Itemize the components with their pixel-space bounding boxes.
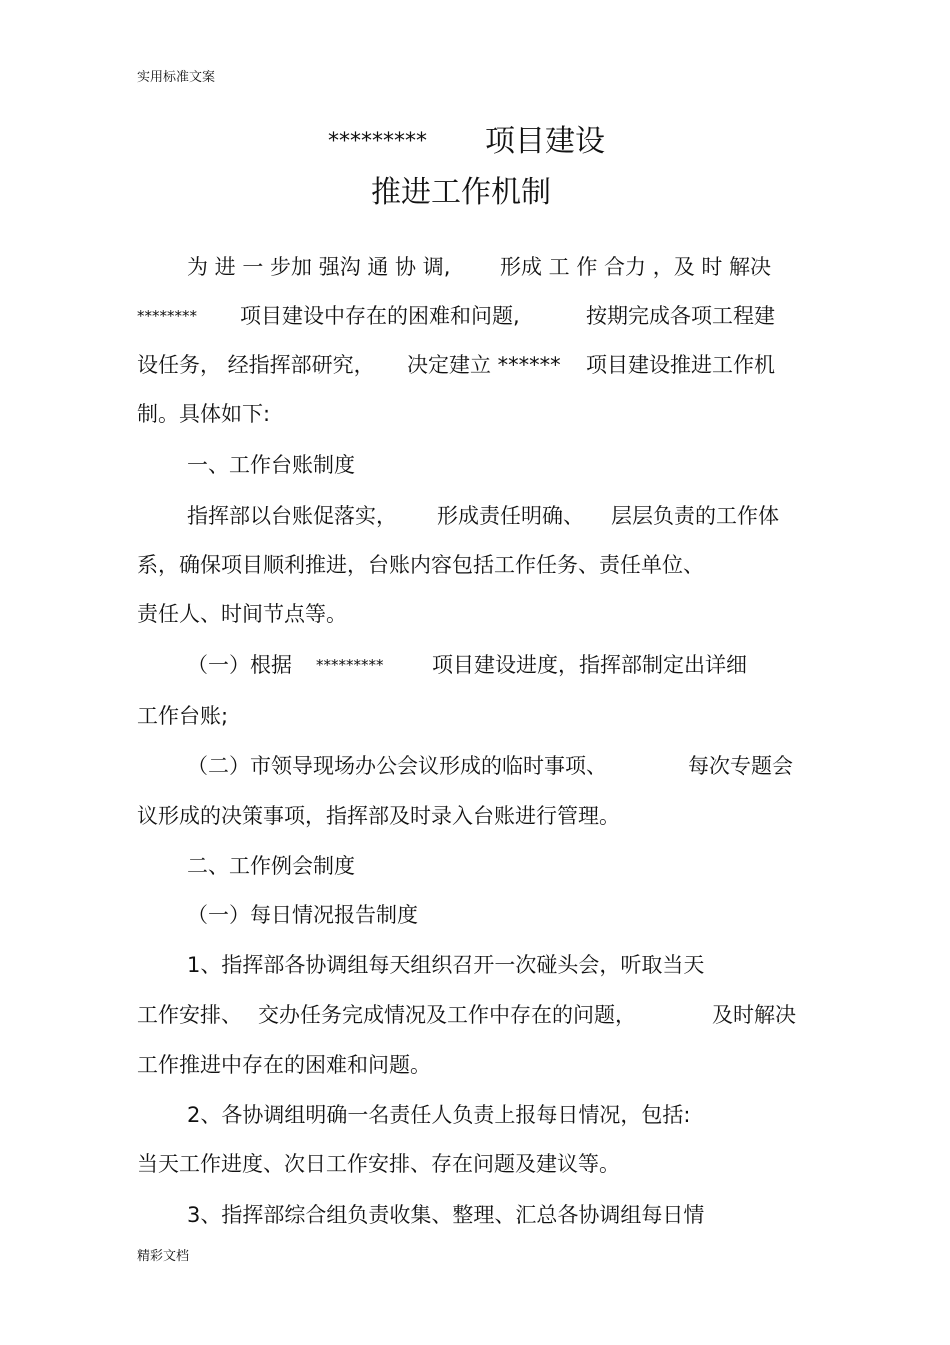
text-segment: 形成 工 作 合力 ，及 时 解决 — [500, 255, 772, 279]
page-footer: 精彩文档 — [137, 1249, 190, 1264]
title-line1: 项目建设 — [485, 124, 605, 159]
text-segment: 形成责任明确、 — [437, 504, 584, 528]
paragraph-2-line-2: 系，确保项目顺利推进，台账内容包括工作任务、责任单位、 — [137, 553, 704, 577]
text-segment: 设任务， 经指挥部研究， — [137, 353, 375, 377]
paragraph-1-line-4: 制。具体如下: — [137, 402, 271, 426]
point-2-line-1: 2、各协调组明确一名责任人负责上报每日情况，包括: — [187, 1103, 691, 1127]
text-segment: 及时解决 — [712, 1003, 796, 1027]
paragraph-1-line-2 — [0, 301, 950, 331]
paragraph-1-line-1 — [0, 252, 950, 282]
point-1-line-1: 1、指挥部各协调组每天组织召开一次碰头会，听取当天 — [187, 953, 705, 977]
title-stars: ********* — [328, 129, 427, 154]
page-header: 实用标准文案 — [137, 70, 216, 85]
section-2-heading: 二、工作例会制度 — [187, 854, 355, 878]
paragraph-1-line-3 — [0, 350, 950, 380]
item-2-line-2: 议形成的决策事项，指挥部及时录入台账进行管理。 — [137, 804, 620, 828]
text-segment: 层层负责的工作体 — [611, 504, 779, 528]
text-segment: 项目建设中存在的困难和问题, — [240, 304, 520, 328]
text-segment: ******** — [137, 307, 197, 325]
text-segment: 指挥部以台账促落实， — [187, 504, 397, 528]
paragraph-2-line-3: 责任人、时间节点等。 — [137, 602, 347, 626]
paragraph-2-line-1 — [0, 501, 950, 531]
point-2-line-2: 当天工作进度、次日工作安排、存在问题及建议等。 — [137, 1152, 620, 1176]
point-3-line-1: 3、指挥部综合组负责收集、整理、汇总各协调组每日情 — [187, 1203, 705, 1227]
text-segment: 项目建设进度，指挥部制定出详细 — [432, 653, 747, 677]
text-segment: ********* — [316, 656, 384, 674]
text-segment: 每次专题会 — [688, 754, 793, 778]
section-1-heading: 一、工作台账制度 — [187, 453, 355, 477]
item-1-line-1 — [0, 650, 950, 680]
text-segment: 交办任务完成情况及工作中存在的问题， — [258, 1003, 636, 1027]
text-segment: （二）市领导现场办公会议形成的临时事项、 — [187, 754, 607, 778]
text-segment: 为 进 一 步加 强沟 通 协 调, — [187, 255, 451, 279]
item-1-line-2: 工作台账; — [137, 704, 229, 728]
text-segment: 项目建设推进工作机 — [586, 353, 775, 377]
text-segment: 决定建立 ****** — [407, 353, 561, 377]
point-1-line-3: 工作推进中存在的困难和问题。 — [137, 1053, 431, 1077]
text-segment: 工作安排、 — [137, 1003, 242, 1027]
point-1-line-2 — [0, 1000, 950, 1030]
text-segment: （一）根据 — [187, 653, 292, 677]
text-segment: 按期完成各项工程建 — [586, 304, 775, 328]
title-line2: 推进工作机制 — [371, 175, 551, 210]
sub-1-heading: （一）每日情况报告制度 — [187, 903, 418, 927]
item-2-line-1 — [0, 751, 950, 781]
